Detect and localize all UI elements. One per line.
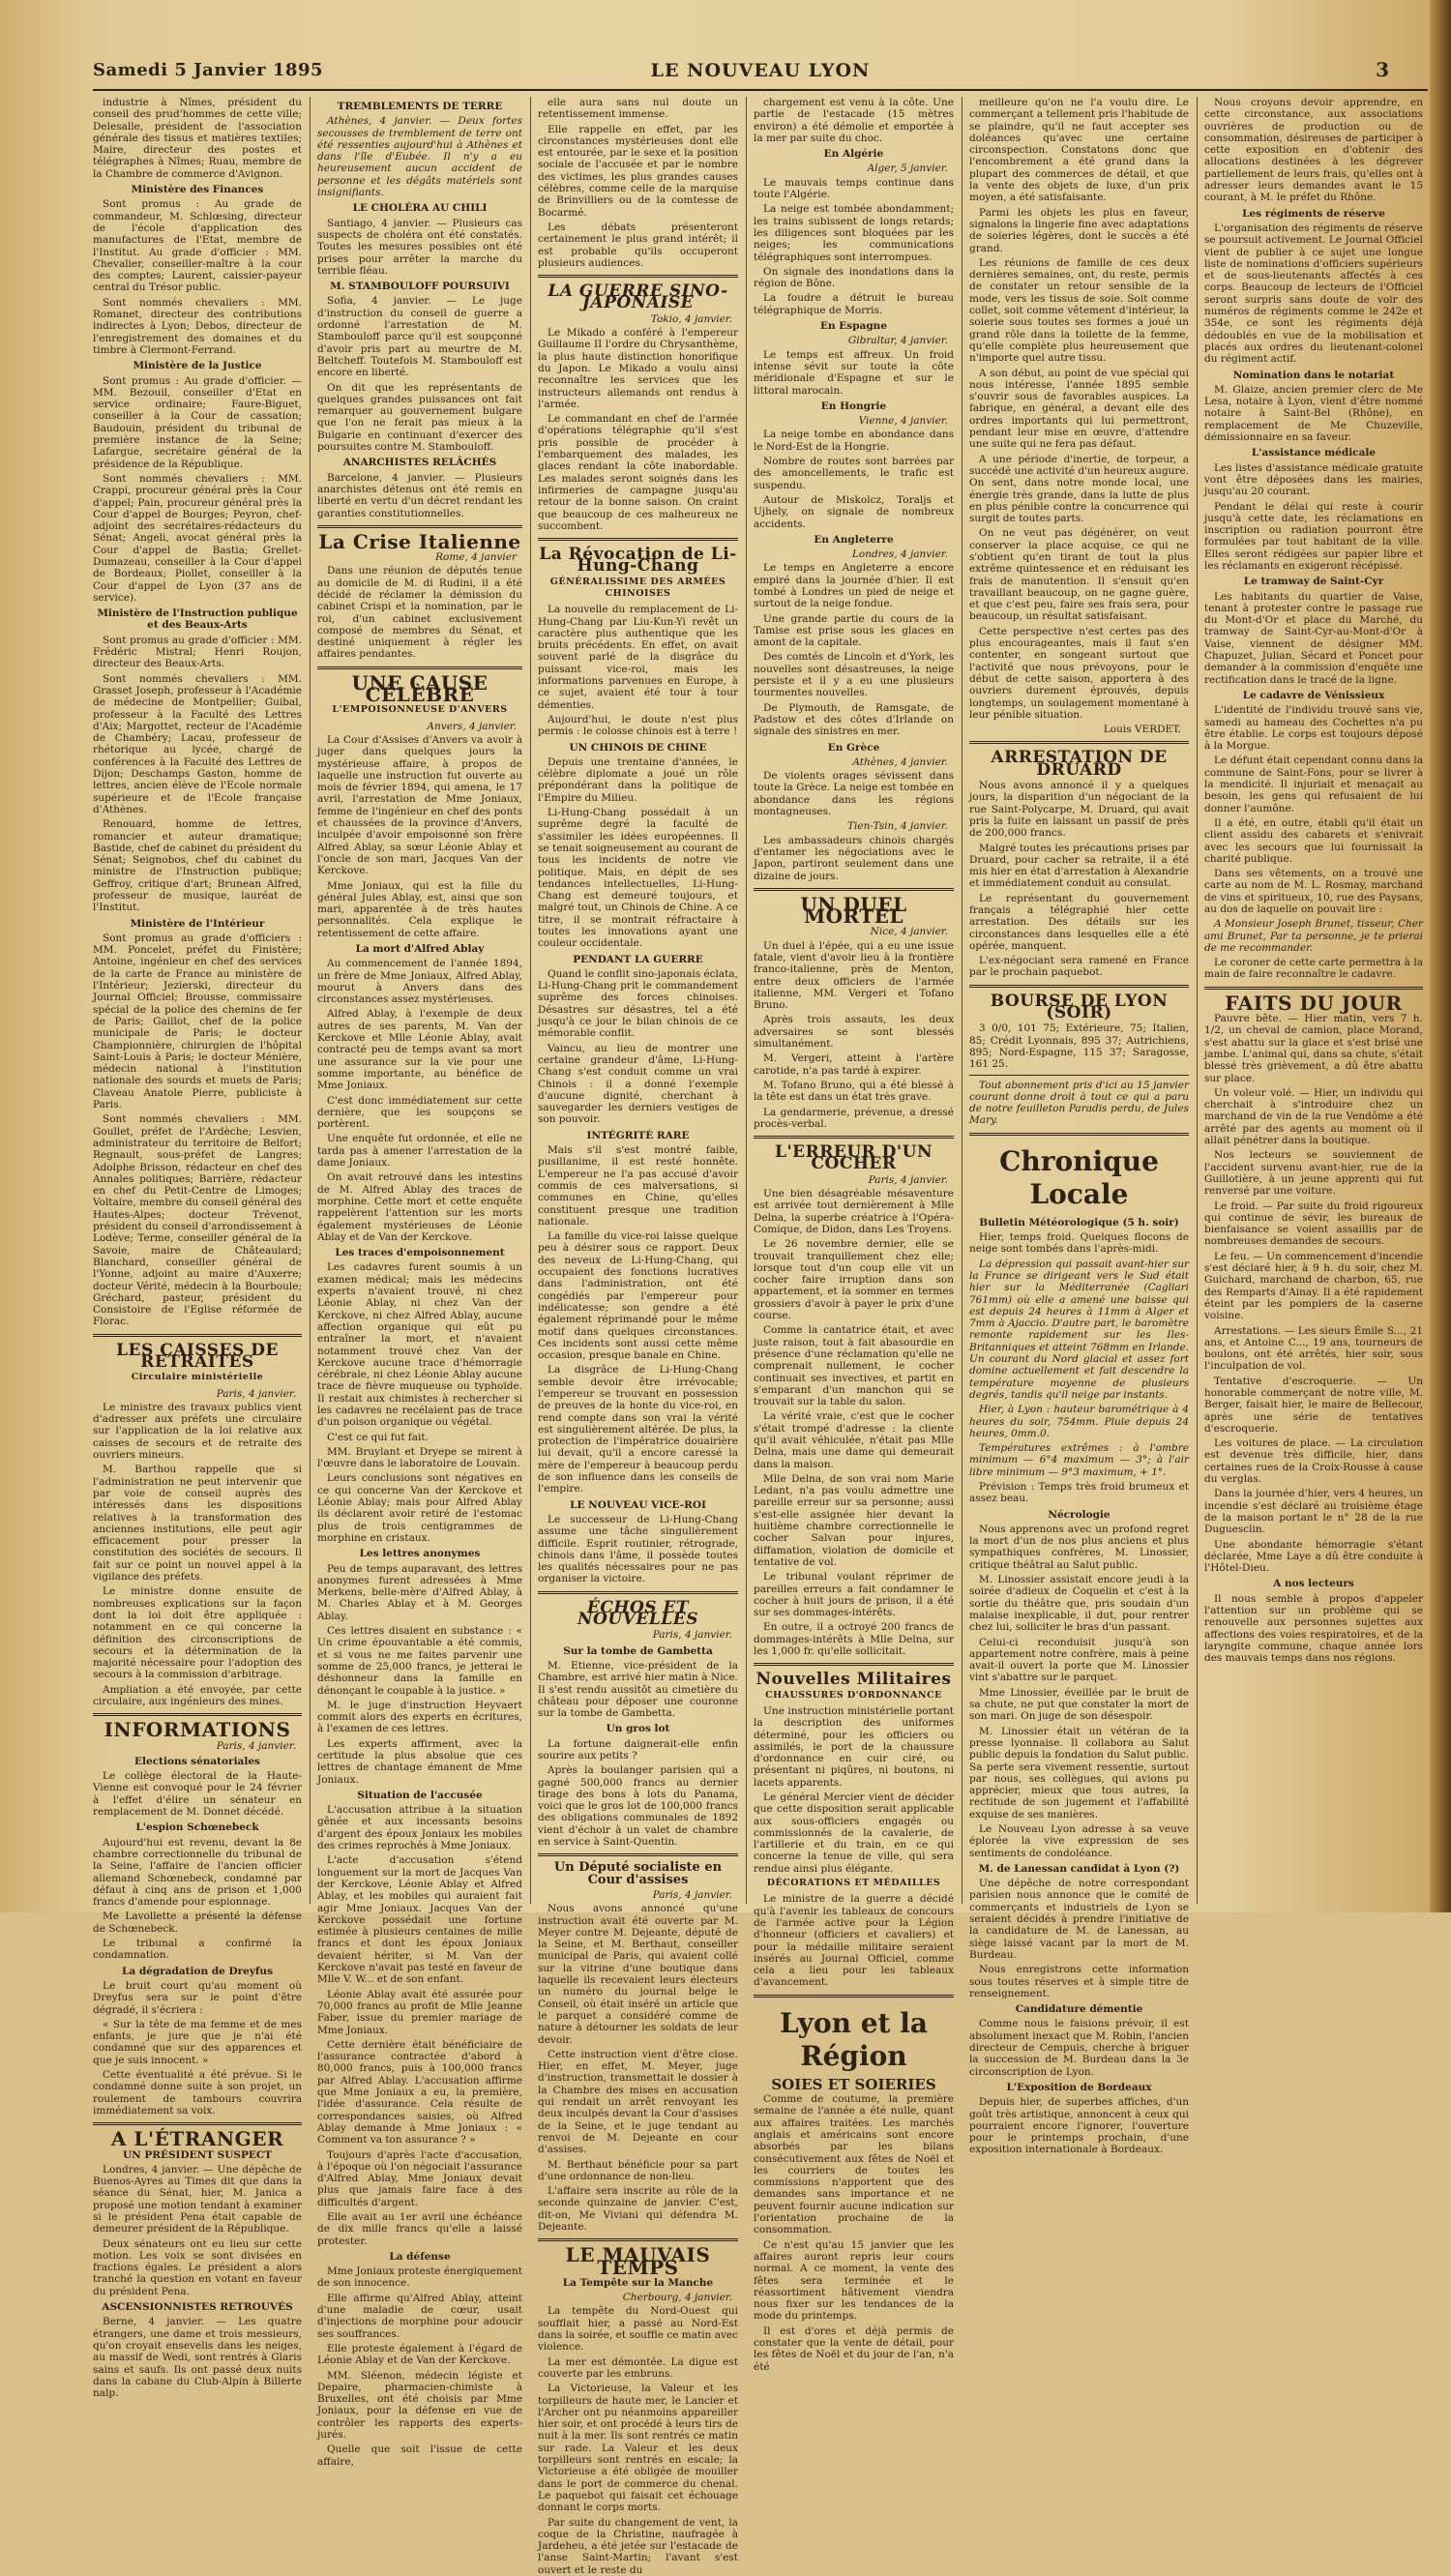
subheading: En Espagne <box>819 320 887 333</box>
subheading: La mort d'Alfred Ablay <box>355 943 485 955</box>
section-heading: Ministère des Finances <box>131 184 264 196</box>
dateline: Tien-Tsin, 4 janvier. <box>847 820 948 833</box>
subheading: Les régiments de réserve <box>1242 207 1385 220</box>
subheading: Les traces d'empoisonnement <box>335 1247 505 1259</box>
paragraph: Températures extrêmes : à l'ombre minimum — 6°4 maximum — 3°; à l'air libre minimum — 9°3 maximum, + 1°. <box>969 1442 1189 1478</box>
paragraph: Li-Hung-Chang possédait à un suprême degré la faculté de s'assimiler les idées européennes. Il se tenait soigneusement au courant de tous les incidents de notre vie politique. Mais, en dépit de ses tendances intellectuelles, Li-Hung-Chang est demeuré toujours, et malgré tout, un Chinois de Chine. A ce titre, il se montrait réfractaire à toutes les innovations ayant une couleur occidentale. <box>538 807 738 950</box>
paragraph: Nombre de routes sont barrées par des amoncellements, le trafic est suspendu. <box>754 456 954 491</box>
dateline: Vienne, 4 janvier. <box>858 415 948 428</box>
paragraph: Sont nommés chevaliers : MM. Crappi, procureur général près la Cour d'appel; Pain, procureur général près la Cour d'appel de Bourges; Peyron, chef-adjoint des secrétaires-rédacteurs du Sénat; Angeli, avocat général près la Cour d'appel de Bastia; Grellet-Dumazeau, conseiller à la Cour d'appel de Bordeaux; Piollet, conseiller à la Cour d'appel de Lyon (37 ans de service). <box>93 472 302 604</box>
paragraph: Le tribunal voulant réprimer de pareilles erreurs a fait condamner le cocher à huit jours de prison, il a été sur ses dommages-intérêts. <box>754 1571 954 1619</box>
paragraph: Comme nous le faisions prévoir, il est absolument inexact que M. Robin, l'ancien directeur de Cempuis, cherche à briguer la succession de M. Burdeau dans la 3e circonscription de Lyon. <box>969 2018 1189 2078</box>
paragraph: Le collège électoral de la Haute-Vienne est convoqué pour le 24 février à l'effet d'élire un sénateur en remplacement de M. Donnet décédé. <box>93 1770 302 1819</box>
paragraph: Dans ses vêtements, on a trouvé une carte au nom de M. L. Rosmay, marchand de vins et spiritueux, 10, rue des Paysans, au dos de laquelle on pouvait lire : <box>1204 868 1423 915</box>
column-separator <box>1197 97 1198 1904</box>
paragraph: Le tribunal a confirmé la condamnation. <box>93 1938 302 1962</box>
paragraph: Nous enregistrons cette information sous toutes réserves et à simple titre de renseignement. <box>969 1964 1189 1999</box>
paragraph: Cette éventualité a été prévue. Si le condamné donne suite à son projet, un roulement de tambours couvrira immédiatement sa voix. <box>93 2069 302 2117</box>
paragraph: Le 26 novembre dernier, elle se trouvait tranquillement chez elle; lorsque tout d'un coup elle vit un cocher faire irruption dans son appartement, et la sommer en termes grossiers d'avoir à payer le prix d'une course. <box>754 1238 954 1322</box>
paragraph: Nous apprenons avec un profond regret la mort d'un de nos plus anciens et plus sympathiques confrères, M. Linossier, critique théâtral au Salut public. <box>969 1523 1189 1571</box>
dateline: Alger, 5 janvier. <box>867 163 948 175</box>
paragraph: Quelle que soit l'issue de cette affaire, <box>317 2443 522 2468</box>
divider <box>538 2238 738 2241</box>
paragraph: Le coroner de cette carte permettra à la main de faire reconnaître le cadavre. <box>1204 957 1423 981</box>
paragraph: La gendarmerie, prévenue, a dressé procès-verbal. <box>754 1106 954 1130</box>
paragraph: Le ministre donne ensuite de nombreuses explications sur la façon dont la loi doit être appliquée : notamment en ce qui concerne la définition des circonscriptions de secours et la détermination de la majorité nécessaire pour l'adoption des secours à la commission d'arbitrage. <box>93 1585 302 1681</box>
paragraph: Le défunt était cependant connu dans la commune de Saint-Fons, pour se livrer à la mendicité. Il injuriait et menaçait au besoin, les gens qui refusaient de lui donner l'aumône. <box>1204 755 1423 814</box>
subheading: ANARCHISTES RELÂCHÉS <box>342 457 497 469</box>
paragraph: Un voleur volé. — Hier, un individu qui cherchait à s'introduire chez un marchand de vin de la rue Vendôme a été arrêté par des agents au moment où il allait pénétrer dans la boutique. <box>1204 1086 1423 1147</box>
subheading: M. de Lanessan candidat à Lyon (?) <box>978 1862 1180 1875</box>
paragraph: Peu de temps auparavant, des lettres anonymes furent adressées à Mme Merkens, belle-mère d'Alfred Ablay, à M. Charles Ablay et à M. Georges Ablay. <box>317 1562 522 1622</box>
section-heading: Ministère de la Justice <box>133 360 262 372</box>
paragraph: Il a été, en outre, établi qu'il était un client assidu des cabarets et s'enivrait avec les secours que lui fournissait la charité publique. <box>1204 816 1423 865</box>
paragraph: Le temps est affreux. Un froid intense sévit sur toute la côte méridionale d'Espagne et sur le littoral marocain. <box>754 348 954 397</box>
paragraph: La Cour d'Assises d'Anvers va avoir à juger dans quelques jours la mystérieuse affaire, à propos de laquelle une instruction fut ouverte au mois de février 1894, qui amena, le 17 avril, l'arrestation de Mme Joniaux, femme de l'ingénieur en chef des ponts et chaussées de la province d'Anvers, inculpée d'avoir empoisonné son frère Alfred Ablay, sa sœur Léonie Ablay et l'oncle de son mari, Jacques Van der Kerckove. <box>317 733 522 877</box>
paragraph: Aujourd'hui est revenu, devant la 8e chambre correctionnelle du tribunal de la Seine, l'affaire de l'ancien officier allemand Schœnebeck, condamné par défaut à cinq ans de prison et 1,000 francs d'amende pour espionnage. <box>93 1836 302 1909</box>
article-title: BOURSE DE LYON (SOIR) <box>990 991 1169 1023</box>
paragraph: elle aura sans nul doute un retentissement immense. <box>538 97 738 121</box>
paragraph: Aujourd'hui, le doute n'est plus permis : le colosse chinois est à terre ! <box>538 713 738 738</box>
divider <box>538 275 738 278</box>
paragraph: Après trois assauts, les deux adversaires se sont blessés simultanément. <box>754 1014 954 1051</box>
article-subtitle: Circulaire ministérielle <box>131 1372 264 1383</box>
paragraph: Hier, à Lyon : hauteur barométrique à 4 heures du soir, 754mm. Pluie depuis 24 heures, 0mm.0. <box>969 1404 1189 1439</box>
paragraph: Une bien désagréable mésaventure est arrivée tout dernièrement à Mlle Delna, la superbe créatrice à l'Opéra-Comique, de Didon, dans Les Troyens. <box>754 1188 954 1235</box>
paragraph: C'est ce qui fut fait. <box>327 1431 429 1443</box>
article-title: La Révocation de Li-Hung-Chang <box>539 545 737 577</box>
paragraph: Nos lecteurs se souviennent de l'accident survenu avant-hier, rue de la Guillotière, à un jeune apprenti qui fut renversé par une voiture. <box>1204 1149 1423 1198</box>
paragraph: De Plymouth, de Ramsgate, de Padstow et des côtes d'Irlande on signale des sinistres en mer. <box>754 701 954 738</box>
paragraph: M. Barthou rappelle que si l'administration ne peut intervenir que par voie de conseil auprès des intéressés dans les dispositions relatives à la transformation des anciennes institutions, elle peut agir efficacement pour presser la constitution des sociétés de secours. Il fait sur ce point un nouvel appel à la vigilance des préfets. <box>93 1464 302 1584</box>
newspaper-title: LE NOUVEAU LYON <box>650 60 871 81</box>
section-heading: Ministère de l'Instruction publique et des Beaux-Arts <box>97 607 298 632</box>
paragraph: Mme Joniaux, qui est la fille du général Jules Ablay, est, ainsi que son mari, apparentée à de très hautes personnalités. Cela explique le retentissement de cette affaire. <box>317 879 522 939</box>
paragraph: Comme de coutume, la première semaine de l'année a été nulle, quant aux affaires traitées. Les marchés anglais et américains sont encore absorbés par les bilans consécutivement aux fêtes de Noël et les courriers de toutes les commissions n'apportent que des demandes sans importance et ne peuvent fournir aucune indication sur l'orientation prochaine de la consommation. <box>754 2093 954 2236</box>
paragraph: Athènes, 4 janvier. — Deux fortes secousses de tremblement de terre ont été ressenties aujourd'hui à Athènes et dans l'île d'Eubée. Il n'y a eu heureusement aucun accident de personne et les dégâts matériels sont insignifiants. <box>317 115 522 199</box>
article-title: A L'ÉTRANGER <box>110 2127 284 2151</box>
subheading: Les lettres anonymes <box>359 1548 481 1560</box>
divider <box>317 525 522 528</box>
paragraph: Une instruction ministérielle portant la description des uniformes déterminé, pour les officiers ou assimilés, le port de la chaussure d'ordonnance en cuir ciré, ou présentant ni piqûres, ni boutons, ni lacets apparents. <box>754 1704 954 1789</box>
article-subtitle: CHAUSSURES D'ORDONNANCE <box>765 1689 942 1701</box>
divider <box>93 1713 302 1716</box>
paragraph: Sont promus : Au grade de commandeur, M. Schlœsing, directeur de l'école d'application des manufactures de l'Etat, membre de l'Institut. Au grade d'officier : MM. Chevalier, conseiller-maître à la cour des comptes; Laurent, caissier-payeur central du Trésor public. <box>93 198 302 294</box>
subheading: PENDANT LA GUERRE <box>573 953 703 965</box>
article-title: INFORMATIONS <box>104 1718 291 1742</box>
paragraph: M. Linossier était un vétéran de la presse lyonnaise. Il collabora au Salut public depuis la fondation du Salut public. Sa perte sera vivement ressentie, surtout par nous, ses collègues, qui avions pu apprécier, mieux que tous autres, la rectitude de son jugement et l'affabilité exquise de ses manières. <box>969 1725 1189 1821</box>
paragraph: Tentative d'escroquerie. — Un honorable commerçant de notre ville, M. Berger, faisait hier, le maire de Bellecour, après une série de tentatives d'escroquerie. <box>1204 1375 1423 1435</box>
paragraph: La disgrâce de Li-Hung-Chang semble devoir être irrévocable; l'empereur se trouvant en possession de preuves de la honte du vice-roi, en rend compte dans son vrai la vérité est singulièrement altérée. De plus, la protection de l'impératrice douairière lui devait, qu'il a encore caressé la mère de l'empereur à beaucoup perdu de son influence dans les conseils de l'empire. <box>538 1364 738 1495</box>
paragraph: Comme la cantatrice était, et avec juste raison, tout à fait abasourdie en présence d'une réclamation qu'elle ne comprenait nullement, le cocher continuait ses invectives, et partit en s'emparant d'un manchon qui se trouvait sur la table du salon. <box>754 1324 954 1408</box>
paragraph: Elle avait au 1er avril une échéance de dix mille francs qu'elle a laissé protester. <box>317 2210 522 2247</box>
column-separator <box>310 97 311 1904</box>
column-4 <box>754 97 954 2373</box>
subheading: M. STAMBOULOFF POURSUIVI <box>330 281 510 293</box>
article-title: FAITS DU JOUR <box>1225 991 1403 1015</box>
paragraph: Le ministre des travaux publics vient d'adresser aux préfets une circulaire sur l'application de la loi relative aux caisses de secours et de retraite des ouvriers mineurs. <box>93 1401 302 1462</box>
paragraph: Il nous semble à propos d'appeler l'attention sur un problème qui se renouvelle aux personnes sujettes aux affections des voies respiratoires, et de la laryngite commune, chaque année lors des mauvais temps dans nos régions. <box>1204 1592 1423 1665</box>
paragraph: Par suite du changement de vent, la coque de la Christine, naufragée à Jardeheu, a été jetée sur l'estacade de l'anse Saint-Martin; l'avant s'est ouvert et le reste du <box>538 2516 738 2576</box>
issue-date: Samedi 5 Janvier 1895 <box>93 60 324 80</box>
paragraph: Les habitants du quartier de Vaise, tenant à protester contre le passage rue du Mont-d'Or et place du Marché, du tramway de Saint-Cyr-au-Mont-d'Or à Vaise, viennent de désigner MM. Chapuzet, Julian, Sécard et Poncet pour demander à la commission d'enquête une rectification dans le tracé de la ligne. <box>1204 590 1423 686</box>
paragraph: L'ex-négociant sera ramené en France par le prochain paquebot. <box>969 955 1189 979</box>
paragraph: 3 0/0, 101 75; Extérieure, 75; Italien, 85; Crédit Lyonnais, 895 37; Autrichiens, 895; Nord-Espagne, 115 37; Saragosse, 161 25. <box>969 1022 1189 1071</box>
dateline: Cherbourg, 4 janvier. <box>622 2292 732 2304</box>
divider <box>754 888 954 891</box>
paragraph: L'identité de l'individu trouvé sans vie, samedi au hameau des Cochettes n'a pu être établie. Le corps est toujours déposé à la Morgue. <box>1204 704 1423 753</box>
dateline: Paris, 4 janvier. <box>652 1629 732 1642</box>
dateline: Tokio, 4 janvier. <box>650 312 732 325</box>
paragraph: La fortune daignerait-elle enfin sourire aux petits ? <box>538 1737 738 1762</box>
column-1 <box>93 97 302 2400</box>
paragraph: Renouard, homme de lettres, romancier et auteur dramatique; Bastide, chef de cabinet du président du Sénat; Seignobos, chef du cabinet du ministre de l'Instruction publique; Geffroy, critique d'art; Brunean Alfred, professeur de musique, lauréat de l'Institut. <box>93 818 302 914</box>
article-title: La Crise Italienne <box>318 529 521 553</box>
paragraph: Le représentant du gouvernement français a télégraphié hier cette arrestation. Des détails sur les circonstances dans lesquelles elle a été opérée, manquent. <box>969 892 1189 952</box>
divider <box>754 1663 954 1666</box>
paragraph: Les ambassadeurs chinois chargés d'entamer les négociations avec le Japon, partiront seulement dans une dizaine de jours. <box>754 834 954 882</box>
paragraph: En outre, il a octroyé 200 francs de dommages-intérêts à Mlle Delna, sur les 1,000 fr. qu'elle sollicitait. <box>754 1621 954 1658</box>
paragraph: Le mauvais temps continue dans toute l'Algérie. <box>754 176 954 201</box>
paragraph: Ampliation a été envoyée, par cette circulaire, aux ingénieurs des mines. <box>93 1683 302 1707</box>
paragraph: Sont nommés chevaliers : MM. Grasset Joseph, professeur à l'Académie de médecine de Montpellier; Guibal, professeur à la Faculté des Lettres d'Aix; Margottet, recteur de l'Académie de Chambéry; Lacau, professeur de rhétorique au lycée, chargé de conférences à la Faculté des Lettres de Dijon; Deschamps Gaston, homme de lettres, ancien élève de l'Ecole normale supérieure et de l'Ecole française d'Athènes. <box>93 672 302 815</box>
column-separator <box>746 97 747 1904</box>
paragraph: La Victorieuse, la Valeur et les torpilleurs de haute mer, le Lancier et l'Archer ont pu néanmoins appareiller hier soir, et ont procédé à leurs tirs de nuit à la mer. Ils sont rentrés ce matin sur rade. La Valeur et les deux torpilleurs sont rentrés en escale; la Victorieuse a été obligée de mouiller dans le port de commerce du chenal. Le paquebot qui faisait cet échouage donnant le corps morts. <box>538 2383 738 2514</box>
paragraph: Une abondante hémorragie s'étant déclarée, Mme Laye a dû être conduite à l'Hôtel-Dieu. <box>1204 1538 1423 1575</box>
paragraph: Le Mikado a conféré à l'empereur Guillaume II l'ordre du Chrysanthème, la plus haute distinction honorifique du Japon. Le Mikado a voulu ainsi reconnaître les services que les instructeurs allemands ont rendus à l'armée. <box>538 327 738 410</box>
paragraph: La tempête du Nord-Ouest qui soufflait hier, a passé au Nord-Est dans la soirée, et souffle ce matin avec violence. <box>538 2305 738 2354</box>
subheading: SOIES ET SOIERIES <box>771 2075 936 2093</box>
paragraph: Santiago, 4 janvier. — Plusieurs cas suspects de choléra ont été constatés. Toutes les mesures possibles ont été prises pour arrêter la marche du terrible fléau. <box>317 217 522 277</box>
paragraph: « Sur la tête de ma femme et de mes enfants, je jure que je n'ai été condamné que sur des apparences et que je suis innocent. » <box>93 2018 302 2066</box>
paragraph: Sont promus au grade d'officier : MM. Frédéric Mistral; Henri Roujon, directeur des Beaux-Arts. <box>93 634 302 670</box>
paragraph: L'organisation des régiments de réserve se poursuit activement. Le Journal Officiel vient de publier à ce sujet une longue liste de nominations d'officiers supérieurs et de sous-lieutenants affectés à ces corps. Beaucoup de lecteurs de l'Officiel seront surpris sans doute de voir des numéros de régiments comme le 242e et 354e, ce sont les régiments déjà dédoublés en vue de la mobilisation et placés aux ordres du lieutenant-colonel du régiment actif. <box>1204 222 1423 366</box>
paragraph: La famille du vice-roi laisse quelque peu à désirer sous ce rapport. Deux des neveux de Li-Hung-Chang, qui occupaient des fonctions lucratives dans l'administration, ont été congédiés par l'empereur pour indélicatesse; son gendre a été également réprimandé pour le même motif dans quelques circonstances. Ces incidents sont aussi cette même occasion, presque banale en Chine. <box>538 1230 738 1362</box>
dateline: Paris, 4 janvier. <box>216 1387 296 1400</box>
paragraph: Mais s'il s'est montré faible, pusillanime, il est resté honnête. L'empereur ne l'a pas accusé d'avoir commis de ces malversations, si communes en Chine, qu'elles constituent presque une tradition nationale. <box>538 1144 738 1228</box>
article-subtitle: GÉNÉRALISSIME DES ARMÉES CHINOISES <box>549 576 726 599</box>
paragraph: Deux sénateurs ont eu lieu sur cette motion. Les voix se sont divisées en fractions égales. Le président a alors tranché la question en votant en faveur du président Pena. <box>93 2237 302 2297</box>
paragraph: MM. Bruylant et Dryepe se mirent à l'œuvre dans le laboratoire de Louvain. <box>317 1445 522 1470</box>
subheading: LE CHOLÉRA AU CHILI <box>352 202 488 215</box>
subheading: En Algérie <box>823 148 884 161</box>
paragraph: On ne veut pas dégénérer, on veut conserver la place acquise, ce qui ne s'obtient qu'en tirant de tout la plus extrême quintessence et en réduisant les frais de manutention. Il s'ensuit qu'en travaillant beaucoup, on ne gagne guère, et que c'est peu, faire ses frais sera, pour beaucoup, un résultat satisfaisant. <box>969 527 1189 623</box>
subheading: Nécrologie <box>1048 1508 1110 1521</box>
paragraph: Le bruit court qu'au moment où Dreyfus sera sur le point d'être dégradé, il s'écriera : <box>93 1979 302 2016</box>
paragraph: Le général Mercier vient de décider que cette disposition serait applicable aux sous-officiers engagés ou commissionnés de la cavalerie, de l'artillerie et du train, en ce qui concerne la tenue de ville, qui sera rendue ainsi plus élégante. <box>754 1791 954 1875</box>
dateline: Gibraltar, 4 janvier. <box>847 335 948 347</box>
dateline: Rome, 4 janvier <box>435 551 517 564</box>
paragraph: Les voitures de place. — La circulation est devenue très difficile, hier, dans certaines rues de la Croix-Rousse à cause du verglas. <box>1204 1437 1423 1486</box>
paragraph: On signale des inondations dans la région de Bône. <box>754 265 954 290</box>
paragraph: chargement est venu à la côte. Une partie de l'estacade (15 mètres environ) a été démolie et emportée à la mer par suite du choc. <box>754 97 954 144</box>
paragraph: Malgré toutes les précautions prises par Druard, pour cacher sa retraite, il a été mis hier en état d'arrestation à Alexandrie et immédiatement conduit au consulat. <box>969 842 1189 890</box>
paragraph: Depuis une trentaine d'années, le célèbre diplomate a joué un rôle prépondérant dans la politique de l'Empire du Milieu. <box>538 755 738 804</box>
paragraph: Quand le conflit sino-japonais éclata, Li-Hung-Chang prit le commandement suprême des forces chinoises. Désastres sur désastres, tel a été jusqu'à ce jour le bilan chinois de ce mémorable conflit. <box>538 967 738 1040</box>
paragraph: Parmi les objets les plus en faveur, signalons la lingerie fine avec adaptations de soieries légères, dont le succès a été grand. <box>969 206 1189 254</box>
page-number: 3 <box>1376 58 1389 81</box>
column-separator <box>530 97 531 1904</box>
paragraph: Nous avons annoncé qu'une instruction avait été ouverte par M. Meyer contre M. Dejeante, député de la Seine, et M. Berthaut, conseiller municipal de Paris, qui avaient collé sur la vitrine d'une boutique dans laquelle ils recevaient leurs électeurs un numéro du journal belge le Conseil, où était inséré un article que le parquet a considéré comme de nature à détourner les soldats de leur devoir. <box>538 1903 738 2046</box>
paragraph: Dans la journée d'hier, vers 4 heures, un incendie s'est déclaré au troisième étage de la maison portant le n° 28 de la rue Duguesclin. <box>1204 1488 1423 1536</box>
paragraph: M. Linossier assistait encore jeudi à la soirée d'adieux de Coquelin et c'est à la sortie du théâtre que, pris soudain d'un malaise inexplicable, il dut, pour rentrer chez lui, solliciter le bras d'un passant. <box>969 1574 1189 1634</box>
article-title: LA GUERRE SINO-JAPONAISE <box>548 281 728 313</box>
paragraph: Mme Joniaux proteste énergiquement de son innocence. <box>317 2265 522 2290</box>
dateline: Londres, 4 janvier. <box>851 548 948 561</box>
paragraph: M. Etienne, vice-président de la Chambre, est arrivé hier matin à Nice. Il s'est rendu aussitôt au cimetière du château pour déposer une couronne sur la tombe de Gambetta. <box>538 1659 738 1720</box>
paragraph: M. Vergeri, atteint à l'artère carotide, n'a pas tardé à expirer. <box>754 1052 954 1077</box>
paragraph: Toujours d'après l'acte d'accusation, à l'époque où l'on négociait l'assurance d'Alfred Ablay, Mme Joniaux devait plus que jamais faire face à des difficultés d'argent. <box>317 2148 522 2208</box>
article-title: Nouvelles Militaires <box>755 1670 952 1690</box>
paragraph: meilleure qu'on ne l'a voulu dire. Le commerçant a tellement pris l'habitude de se plaindre, qu'il ne faut accepter ses doléances qu'avec une certaine circonspection. Constatons donc que l'encombrement a été grand dans la plupart des commerces de détail, et que la vente des objets de luxe, d'un prix moyen, a été satisfaisante. <box>969 97 1189 204</box>
paragraph: Une grande partie du cours de la Tamise est prise sous les glaces en amont de la capitale. <box>754 612 954 649</box>
paragraph: C'est donc immédiatement sur cette dernière, que les soupçons se portèrent. <box>317 1094 522 1131</box>
divider <box>1204 987 1423 990</box>
divider <box>969 1133 1189 1136</box>
paragraph: La neige tombe en abondance dans le Nord-Est de la Hongrie. <box>754 429 954 453</box>
dateline: Paris, 4 janvier. <box>652 1888 732 1901</box>
paragraph: Des comtés de Lincoln et d'York, les nouvelles sont désastreuses, la neige persiste et il y a eu une plusieurs tourmentes nouvelles. <box>754 651 954 699</box>
subheading: Sur la tombe de Gambetta <box>563 1644 713 1657</box>
paragraph: A son début, au point de vue spécial qui nous intéresse, l'année 1895 semble s'ouvrir sous de favorables auspices. La fabrique, en général, a devant elle des ordres importants qui lui permettront, pendant leur mise en œuvre, d'attendre une suite qui ne fera pas défaut. <box>969 367 1189 451</box>
subheading: Nomination dans le notariat <box>1232 369 1395 381</box>
paragraph: Elle proteste également à l'égard de Léonie Ablay et de Van der Kerckove. <box>317 2342 522 2367</box>
paragraph: Les listes d'assistance médicale gratuite vont être déposées dans les mairies, jusqu'au 20 courant. <box>1204 461 1423 498</box>
paragraph: Les cadavres furent soumis à un examen médical; mais les médecins experts n'avaient trouvé, ni chez Léonie Ablay, ni chez Van der Kerckove, ni chez Alfred Ablay, aucune affection organique qui eût pu entraîner la mort, et n'avaient notamment trouvé chez Van der Kerckove aucune trace d'hémorragie cérébrale, ni chez Léonie Ablay aucune trace de fièvre muqueuse ou typhoïde. Il restait aux chimistes à rechercher si les cadavres ne recélaient pas de trace d'un poison organique ou végétal. <box>317 1261 522 1429</box>
subheading: Un gros lot <box>606 1723 670 1735</box>
paragraph: Ce n'est qu'au 15 janvier que les affaires auront repris leur cours normal. A ce moment, la vente des fêtes sera terminée et le réassortiment hâtivement viendra nous fixer sur les tendances de la mode du printemps. <box>754 2238 954 2323</box>
article-title: LE MAUVAIS TEMPS <box>565 2243 711 2279</box>
paragraph: A Monsieur Joseph Brunet, tisseur, Cher ami Brunet, Par ta personne, je te prierai de me recommander. <box>1204 918 1423 954</box>
paragraph: Au commencement de l'année 1894, un frère de Mme Joniaux, Alfred Ablay, mourut à Anvers dans des circonstances assez mystérieuses. <box>317 958 522 1006</box>
divider <box>538 1853 738 1856</box>
paragraph: Une dépêche de notre correspondant parisien nous annonce que le comité de commerçants et industriels de Lyon se seraient décidés à prendre l'initiative de la candidature de M. de Lanessan, au siège laissé vacant par la mort de M. Burdeau. <box>969 1878 1189 1961</box>
paragraph: On dit que les représentants de quelques grandes puissances ont fait remarquer au gouvernement bulgare que l'on ne ferait pas mieux à la Bulgarie en continuant d'exercer des poursuites contre M. Stambouloff. <box>317 381 522 454</box>
paragraph: La dépression qui passait avant-hier sur la France se dirigeant vers le Sud était hier sur la Méditerranée (Cagliari 761mm) où elle a amené une baisse qui est depuis 24 heures à 11mm à Alger et 7mm à Ajaccio. D'autre part, le baromètre remonte rapidement sur les Iles-Britanniques et atteint 768mm en Irlande. Un courant du Nord glacial et assez fort domine actuellement et fait descendre la température moyenne de plusieurs degrés, tandis qu'il neige par instants. <box>969 1258 1189 1401</box>
paragraph: Le Nouveau Lyon adresse à sa veuve éplorée la vive expression de ses sentiments de condoléance. <box>969 1823 1189 1859</box>
article-title: Lyon et la Région <box>779 2006 928 2072</box>
paragraph: Le ministre de la guerre a décidé qu'à l'avenir les tableaux de concours de l'armée active pour la Légion d'honneur (officiers et cavaliers) et pour la médaille militaire seraient insérés au Journal Officiel, comme cela a lieu pour les tableaux d'avancement. <box>754 1893 954 1989</box>
paragraph: Sont promus au grade d'officiers : MM. Poncelet, préfet du Finistère; Antoine, ingénieur en chef des services de la carte de France au ministère de l'Intérieur; Jezierski, directeur du Journal Officiel; Brousse, commissaire spécial de la police des chemins de fer de Paris; Gaillot, chef de la police municipale de Paris; le docteur Championnière, chirurgien de l'hôpital Saint-Louis à Paris; le docteur Ménière, médecin national à l'institution nationale des sourds et muets de Paris; Claveau Anatole Pierre, publiciste à Paris. <box>93 932 302 1111</box>
paragraph: Sofia, 4 janvier. — Le juge d'instruction du conseil de guerre a ordonné l'arrestation de M. Stambouloff parce qu'il est soupçonné d'avoir pris part au meurtre de M. Beltcheff. Toutefois M. Stambouloff est encore en liberté. <box>317 295 522 379</box>
paragraph: Mme Linossier, éveillée par le bruit de sa chute, ne put que constater la mort de son mari. On juge de son désespoir. <box>969 1686 1189 1723</box>
paragraph: Hier, temps froid. Quelques flocons de neige sont tombés dans l'après-midi. <box>969 1231 1189 1256</box>
column-6 <box>1204 97 1423 1906</box>
paragraph: L'acte d'accusation s'étend longuement sur la mort de Jacques Van der Kerckove, Léonie Ablay et Alfred Ablay, et les mobiles qui auraient fait agir Mme Joniaux. Jacques Van der Kerckove possédait une fortune estimée à plusieurs centaines de mille francs et dont les époux Joniaux devaient hériter, si M. Van der Kerckove n'avait pas testé en faveur de Mlle V. W... et de son enfant. <box>317 1854 522 1986</box>
paragraph: Mlle Delna, de son vrai nom Marie Ledant, n'a pas voulu admettre une pareille erreur sur sa personne; aussi s'est-elle assignée hier devant la huitième chambre correctionnelle le cocher Salvan pour injures, diffamation, violation de domicile et tentative de vol. <box>754 1472 954 1568</box>
article-subtitle: L'EMPOISONNEUSE D'ANVERS <box>332 704 508 716</box>
dateline: Nice, 4 janvier. <box>870 926 948 938</box>
subheading: Situation de l'accusée <box>357 1789 483 1801</box>
paragraph: La foudre a détruit le bureau télégraphique de Morris. <box>754 292 954 316</box>
subheading: UN PRÉSIDENT SUSPECT <box>122 2148 273 2161</box>
subheading: ASCENSIONNISTES RETROUVÉS <box>102 2301 293 2314</box>
article-title: L'ERREUR D'UN COCHER <box>774 1142 933 1174</box>
signature: Louis VERDET. <box>1103 724 1181 736</box>
subheading: En Grèce <box>827 741 880 754</box>
paragraph: Depuis hier, de superbes affiches, d'un goût très artistique, annoncent à ceux qui pourraient encore l'ignorer, l'ouverture pour le printemps prochain, d'une exposition internationale à Bordeaux. <box>969 2096 1189 2156</box>
paragraph: Léonie Ablay avait été assurée pour 70,000 francs au profit de Mlle Jeanne Faber, issue du premier mariage de Mme Joniaux. <box>317 1988 522 2036</box>
paragraph: On avait retrouvé dans les intestins de M. Alfred Ablay des traces de morphine. Cette mort et cette enquête rappelèrent l'attention sur les morts également mystérieuses de Léonie Ablay et de Van der Kerckove. <box>317 1171 522 1243</box>
divider <box>93 2122 302 2125</box>
column-2 <box>317 97 522 2468</box>
column-3 <box>538 97 738 2576</box>
paragraph: Dans une réunion de députés tenue au domicile de M. di Rudini, il a été décidé de réclamer la démission du cabinet Crispi et la nomination, par le roi, d'un cabinet exclusivement composé de membres du Sénat, et destiné uniquement à régler les affaires pendantes. <box>317 565 522 661</box>
paragraph: M. le juge d'instruction Heyvaert commit alors des experts en écritures, à l'examen de ces lettres. <box>317 1699 522 1735</box>
paragraph: La neige est tombée abondamment; les trains subissent de longs retards; les diligences sont bloquées par les neiges; les communications télégraphiques sont interrompues. <box>754 203 954 263</box>
subheading: En Angleterre <box>814 533 894 546</box>
article-title: LES CAISSES DE RETRAITES <box>116 1340 279 1372</box>
dateline: Paris, 4 janvier. <box>868 1173 948 1186</box>
paragraph: Le froid. — Par suite du froid rigoureux qui continue de sévir, les bureaux de bienfaisance se voient assaillis par de nombreuses demandes de secours. <box>1204 1199 1423 1248</box>
paragraph: M. Berthaut bénéficie pour sa part d'une ordonnance de non-lieu. <box>538 2158 738 2182</box>
subheading: UN CHINOIS DE CHINE <box>569 741 707 754</box>
article-title: ARRESTATION DE DRUARD <box>991 748 1168 780</box>
divider <box>969 985 1189 988</box>
paragraph: Celui-ci reconduisit jusqu'à son appartement notre confrère, mais à peine avait-il ouvert la porte que M. Linossier vint s'abattre sur le parquet. <box>969 1636 1189 1684</box>
paragraph: Me Lavollette a présenté la défense de Schœnebeck. <box>93 1910 302 1935</box>
subheading: Bulletin Météorologique (5 h. soir) <box>979 1216 1179 1229</box>
paragraph: Elle rappelle en effet, par les circonstances mystérieuses dont elle est entourée, par le sexe et la position sociale de l'accusée et par le nombre des victimes, les plus grandes causes célèbres, comme celle de la marquise de Brinvilliers ou de la comtesse de Bocarmé. <box>538 123 738 219</box>
paragraph: La mer est démontée. La digue est couverte par les embruns. <box>538 2355 738 2380</box>
masthead-rule <box>93 89 1428 91</box>
paragraph: Berne, 4 janvier. — Les quatre étrangers, une dame et trois messieurs, qu'on croyait ensevelis dans les neiges, au massif de Wedi, sont rentrés à Glaris sains et saufs. Ils ont passé deux nuits dans la cabane du Club-Alpin à Billerte nalp. <box>93 2316 302 2400</box>
subheading: Candidature démentie <box>1015 2003 1143 2016</box>
paragraph: Sont promus : Au grade d'officier. — MM. Bezouil, conseiller d'Etat en service ordinaire; Faure-Biguet, conseiller à la Cour de cassation; Baudouin, président du tribunal de première instance de la Seine; Lafargue, secrétaire général de la présidence de la République. <box>93 374 302 470</box>
binding-spine <box>1430 0 1451 1912</box>
paragraph: Cette dernière était bénéficiaire de l'assurance contractée d'abord à 80,000 francs, puis à 100,000 francs par Alfred Ablay. L'accusation affirme que Mme Joniaux a eu, la première, l'idée d'assurance. Cela résulte de correspondances saisies, où Alfred Ablay demande à Mme Joniaux : « Comment va ton assurance ? » <box>317 2038 522 2147</box>
article-subtitle: DÉCORATIONS ET MÉDAILLES <box>766 1878 941 1889</box>
paragraph: Le feu. — Un commencement d'incendie s'est déclaré hier, à 9 h. du soir, chez M. Guichard, marchand de charbon, 65, rue des Remparts d'Ainay. Il a été rapidement éteint par les pompiers de la caserne voisine. <box>1204 1250 1423 1322</box>
paragraph: Elle affirme qu'Alfred Ablay, atteint d'une maladie de cœur, usait d'injections de morphine pour adoucir ses souffrances. <box>317 2292 522 2340</box>
paragraph: Les réunions de famille de ces deux dernières semaines, ont, du reste, permis de constater un retour sensible de la mode, vers les tissus de soie. Soit comme collet, soit comme vêtement d'intérieur, la soierie sous toutes ses formes a joué un grand rôle dans la toilette de la femme, qu'elle complète plus heureusement que n'importe quel autre tissu. <box>969 256 1189 365</box>
subheading: Le cadavre de Vénissieux <box>1242 689 1385 701</box>
paragraph: Cette instruction vient d'être close. Hier, en effet, M. Meyer, juge d'instruction, transmettait le dossier à la Chambre des mises en accusation qui rendait un arrêt renvoyant les deux inculpés devant la Cour d'assises de la Seine, et le juge tendant au renvoi de M. Dejeante en cour d'assises. <box>538 2048 738 2156</box>
divider <box>969 741 1189 744</box>
paragraph: Les experts affirment, avec la certitude la plus absolue que ces lettres de chantage émanent de Mme Joniaux. <box>317 1737 522 1786</box>
paragraph: Vaincu, au lieu de montrer une certaine grandeur d'âme, Li-Hung-Chang s'est conduit comme un vrai Chinois : il a donné l'exemple d'aucune dignité, cherchant à sauvegarder les derniers vestiges de son pouvoir. <box>538 1042 738 1126</box>
paragraph: Nous croyons devoir apprendre, en cette circonstance, aux associations ouvrières de production ou de consommation, désireuses de participer à cette exposition en d'obtenir des allocations destinées à les dégrever partiellement de leurs frais, qu'elles ont à adresser leurs demandes avant le 15 courant, à M. le préfet du Rhône. <box>1204 97 1423 204</box>
paragraph: De violents orages sévissent dans toute la Grèce. La neige est tombée en abondance dans les régions montagneuses. <box>754 770 954 818</box>
paragraph: Leurs conclusions sont négatives en ce qui concerne Van der Kerckove et Léonie Ablay; mais pour Alfred Ablay ils déclarent avoir retiré de l'estomac plus de trois centigrammes de morphine en cristaux. <box>317 1472 522 1544</box>
paragraph: M. Tofano Bruno, qui a été blessé à la tête est dans un état très grave. <box>754 1079 954 1104</box>
article-title: ÉCHOS ET NOUVELLES <box>577 1597 698 1630</box>
article-title: UNE CAUSE CÉLÈBRE <box>351 670 489 707</box>
subheading: TREMBLEMENTS DE TERRE <box>337 101 503 112</box>
subheading: A nos lecteurs <box>1273 1578 1354 1590</box>
article-title: UN DUEL MORTEL <box>800 892 907 929</box>
paragraph: L'accusation attribue à la situation gênée et aux incessants besoins d'argent des époux Joniaux les mobiles des crimes reprochés à Mme Joniaux. <box>317 1804 522 1852</box>
paragraph: Arrestations. — Les sieurs Émile S..., 21 ans, et Antoine C..., 19 ans, tourneurs de boulons, ont été arrêtés, hier soir, sous l'inculpation de vol. <box>1204 1324 1423 1373</box>
subheading: Elections sénatoriales <box>134 1755 260 1767</box>
paragraph: industrie à Nîmes, président du conseil des prud'hommes de cette ville; Delesalle, président de l'association générale des tissus et matières textiles; Maire, directeur des postes et télégraphes à Nîmes; Ruau, membre de la Chambre de commerce d'Avignon. <box>93 97 302 180</box>
paragraph: M. Glaize, ancien premier clerc de Me Lesa, notaire à Lyon, vient d'être nommé notaire à Saint-Bel (Rhône), en remplacement de Me Chuzeville, démissionnaire en sa faveur. <box>1204 383 1423 444</box>
paragraph: Prévision : Temps très froid brumeux et assez beau. <box>969 1480 1189 1505</box>
subheading: L'assistance médicale <box>1251 447 1377 459</box>
column-5 <box>969 97 1189 2156</box>
paragraph: Londres, 4 janvier. — Une dépêche de Buenos-Ayres au Times dit que dans la séance du Sénat, hier, M. Janica a proposé une motion tendant à examiner si le président Pena était capable de demeurer président de la République. <box>93 2163 302 2235</box>
dateline: Anvers, 4 janvier. <box>427 720 517 732</box>
paragraph: Cette perspective n'est certes pas des plus encourageantes, mais il faut s'en contenter, en songeant surtout que l'activité que nous prévoyons, pour le début de cette saison, apportera à des ouvriers durement éprouvés, depuis longtemps, un soulagement momentané à leur pénible situation. <box>969 625 1189 721</box>
subheading: L'Exposition de Bordeaux <box>1006 2081 1152 2093</box>
divider <box>754 1995 954 1998</box>
dateline: Athènes, 4 janvier. <box>852 755 948 768</box>
paragraph: MM. Sléenon, médecin légiste et Depaire, pharmacien-chimiste à Bruxelles, ont été choisis par Mme Joniaux, pour la défense en vue de contrôler les rapports des experts-jurés. <box>317 2369 522 2442</box>
paragraph: Sont nommés chevaliers : MM. Goullet, préfet de l'Ardèche; Lesvien, administrateur du territoire de Belfort; Regnault, sous-préfet de Langres; Adolphe Brisson, rédacteur en chef des Annales politiques; Barrière, rédacteur en chef du Petit-Centre de Limoges; Voltaire, membre du conseil général des Hautes-Alpes; docteur Trévenot, président du conseil d'arrondissement à Lodève; Terme, conseiller général de la Savoie, maire de Châteaulard; Blanchard, conseiller général de l'Yonne, adjoint au maire d'Auxerre; docteur Vérité, médecin à la Bourboule; Gréchard, pasteur, président du Consistoire de l'Eglise réformée de Florac. <box>93 1113 302 1328</box>
subheading: La défense <box>389 2250 451 2263</box>
paragraph: L'affaire sera inscrite au rôle de la seconde quinzaine de janvier. C'est, dit-on, Me Viviani qui défendra M. Dejeante. <box>538 2185 738 2233</box>
dateline: Paris, 4 janvier. <box>216 1739 296 1752</box>
subheading: L'espion Schœnebeck <box>135 1821 259 1834</box>
divider <box>317 666 522 669</box>
divider <box>754 1136 954 1139</box>
paragraph: Les débats présenteront certainement le plus grand intérêt; il est probable qu'ils occuperont plusieurs audiences. <box>538 221 738 269</box>
article-title: Un Député socialiste en Cour d'assises <box>553 1860 723 1887</box>
article-title: Chronique Locale <box>999 1144 1159 1210</box>
paragraph: Le temps en Angleterre a encore empiré dans la journée d'hier. Il est tombé à Londres un pied de neige et surtout de la neige fondue. <box>754 562 954 610</box>
paragraph: Une enquête fut ordonnée, et elle ne tarda pas à amener l'arrestation de la dame Joniaux. <box>317 1133 522 1170</box>
paragraph: Alfred Ablay, à l'exemple de deux autres de ses parents, M. Van der Kerckove et Mlle Léonie Ablay, avait contracté peu de temps avant sa mort une assurance sur la vie pour une somme importante, au bénéfice de Mme Joniaux. <box>317 1008 522 1092</box>
paragraph: Il est d'ores et déjà permis de constater que la vente de détail, pour les fêtes de Noël et du jour de l'an, n'a été <box>754 2324 954 2373</box>
paragraph: Le successeur de Li-Hung-Chang assume une tâche singulièrement difficile. Esprit routinier, rétrograde, chinois dans l'âme, il possède toutes les qualités nécessaires pour ne pas organiser la victoire. <box>538 1513 738 1585</box>
section-heading: Ministère de l'Intérieur <box>130 917 265 930</box>
divider <box>93 1334 302 1337</box>
subheading: En Hongrie <box>820 400 887 412</box>
subheading: INTÉGRITÉ RARE <box>586 1129 690 1141</box>
paragraph: Nous avons annoncé il y a quelques jours, la disparition d'un négociant de la rue Saint-Polycarpe, M. Druard, qui avait pris la fuite en laissant un passif de près de 200,000 francs. <box>969 780 1189 840</box>
subheading: LE NOUVEAU VICE-ROI <box>570 1498 706 1511</box>
divider <box>538 1591 738 1594</box>
paragraph: La nouvelle du remplacement de Li-Hung-Chang par Liu-Kun-Yi revêt un caractère plus authentique que les bruits précédents. En effet, on avait souvent parlé de la disgrâce du puissant vice-roi, mais les informations parvenues en Europe, à ce sujet, avaient été tour à tour démenties. <box>538 604 738 711</box>
paragraph: Autour de Miskolcz, Toraljs et Ujhely, on signale de nombreux accidents. <box>754 493 954 530</box>
paragraph: Barcelone, 4 janvier. — Plusieurs anarchistes détenus ont été remis en liberté en vertu d'un décret rendant les garanties constitutionnelles. <box>317 471 522 519</box>
paragraph: Pendant le délai qui reste à courir jusqu'à cette date, les réclamations en inscription ou radiation pourront être formulées par tout habitant de la ville. Elles seront rédigées sur papier libre et les réclamants en exigeront récépissé. <box>1204 500 1423 572</box>
subheading: Le tramway de Saint-Cyr <box>1243 576 1384 588</box>
subscription-notice: Tout abonnement pris d'ici au 15 janvier courant donne droit à tout ce qui a paru de notre feuilleton Paradis perdu, de Jules Mary. <box>969 1079 1189 1127</box>
divider <box>538 538 738 541</box>
paragraph: A une période d'inertie, de torpeur, a succédé une activité d'un heureux augure. On sent, dans notre monde local, une énergie très grande, dans la lutte de plus en plus pénible contre la concurrence qui surgit de toutes parts. <box>969 453 1189 525</box>
masthead <box>93 58 1428 85</box>
divider <box>969 1075 1189 1076</box>
paragraph: Un duel à l'épée, qui a eu une issue fatale, vient d'avoir lieu à la frontière franco-italienne, près de Menton, entre deux officiers de l'armée italienne, MM. Vergeri et Tofano Bruno. <box>754 939 954 1012</box>
paragraph: Sont nommés chevaliers : MM. Romanet, directeur des contributions indirectes à Lyon; Debos, directeur de l'enregistrement des domaines et du timbre à Clermont-Ferrand. <box>93 296 302 356</box>
paragraph: Pauvre bête. — Hier matin, vers 7 h. 1/2, un cheval de camion, place Morand, s'est abattu sur la glace et s'est brisé une jambe. L'animal qui, dans sa chute, s'était blessé très grièvement, a dû être abattu sur place. <box>1204 1013 1423 1084</box>
subheading: La dégradation de Dreyfus <box>122 1965 273 1977</box>
paragraph: Ces lettres disaient en substance : « Un crime épouvantable a été commis, et si vous ne me faites parvenir une somme de 25,000 francs, je jetterai le déshonneur dans la famille en dénonçant le coupable à la justice. » <box>317 1625 522 1697</box>
paragraph: Le commandant en chef de l'armée d'opérations télégraphie qu'il s'est pris possible de procéder à l'embarquement des malades, les glaces rendant la côte inabordable. Les malades seront soignés dans les infirmeries de campagne jusqu'au retour de la bonne saison. On craint que beaucoup de ces malheureux ne succombent. <box>538 413 738 532</box>
paragraph: La vérité vraie, c'est que le cocher s'était trompé d'adresse : la cliente qu'il avait véhiculée, n'était pas Mlle Delna, mais une dame qui demeurait dans la maison. <box>754 1410 954 1470</box>
subheading: La Tempête sur la Manche <box>562 2276 714 2289</box>
paragraph: Après la boulanger parisien qui a gagné 500,000 francs au dernier tirage des bons à lots du Panama, voici que le gros lot de 100,000 francs des obligations communales de 1892 vient d'échoir à un valet de chambre en service à Saint-Quentin. <box>538 1764 738 1849</box>
